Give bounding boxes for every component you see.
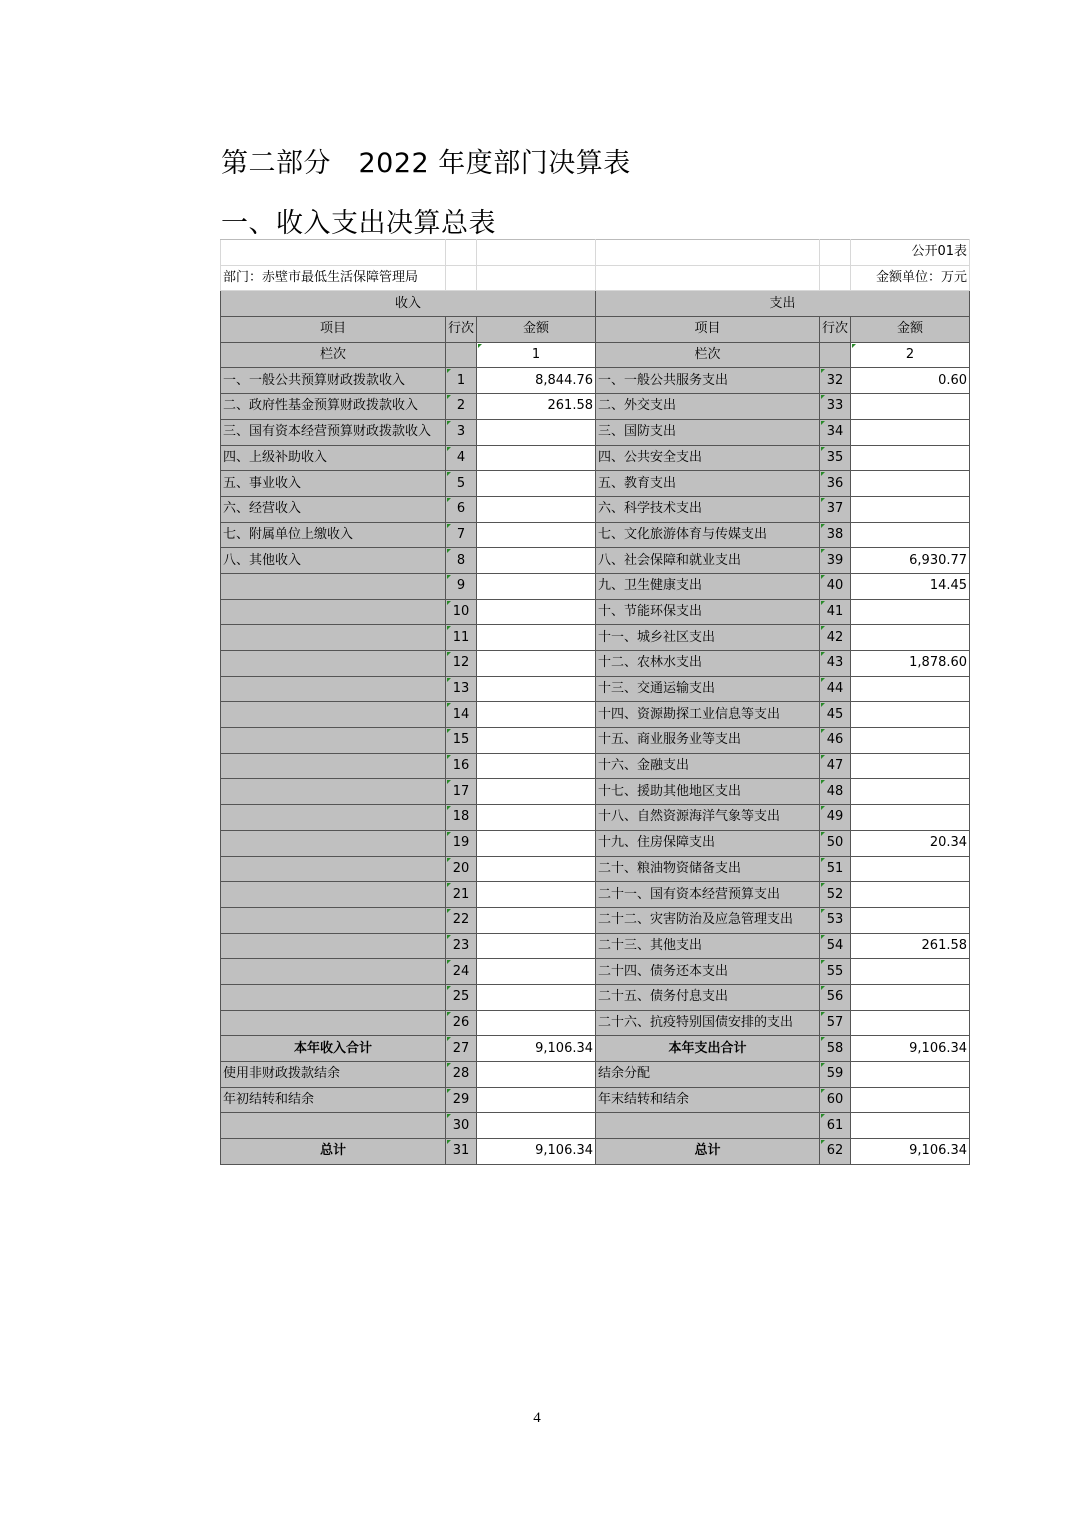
- expense-amount: [851, 959, 970, 985]
- income-line-number: 6: [446, 496, 477, 522]
- expense-amount: [851, 394, 970, 420]
- table-row: [221, 573, 970, 599]
- income-item: [221, 676, 446, 702]
- expense-item: 十、节能环保支出: [596, 599, 820, 625]
- income-line-number: 30: [446, 1113, 477, 1139]
- table-row: [221, 394, 970, 420]
- income-line-number: 8: [446, 548, 477, 574]
- expense-item: 十九、住房保障支出: [596, 830, 820, 856]
- income-line-number: 9: [446, 573, 477, 599]
- expense-line-number: 33: [820, 394, 851, 420]
- expense-item: 总计: [596, 1139, 820, 1165]
- expense-item: 八、社会保障和就业支出: [596, 548, 820, 574]
- expense-item: 本年支出合计: [596, 1036, 820, 1062]
- income-line-number: 24: [446, 959, 477, 985]
- expense-item: 二十三、其他支出: [596, 933, 820, 959]
- income-line-number: 3: [446, 419, 477, 445]
- income-amount: 261.58: [477, 394, 596, 420]
- expense-item: 十六、金融支出: [596, 753, 820, 779]
- expense-line-number: 53: [820, 907, 851, 933]
- part-heading: 第二部分 2022 年度部门决算表: [221, 148, 631, 179]
- expense-amount: 1,878.60: [851, 651, 970, 677]
- income-amount: [477, 445, 596, 471]
- table-code: 公开01表: [851, 240, 970, 266]
- income-line-number: 7: [446, 522, 477, 548]
- table-row: [221, 805, 970, 831]
- income-item: [221, 599, 446, 625]
- income-amount: 8,844.76: [477, 368, 596, 394]
- expense-item: 四、公共安全支出: [596, 445, 820, 471]
- income-line-number: 31: [446, 1139, 477, 1165]
- income-amount: [477, 496, 596, 522]
- expense-line-number: 38: [820, 522, 851, 548]
- expense-amount: 9,106.34: [851, 1036, 970, 1062]
- expense-item: 二十、粮油物资储备支出: [596, 856, 820, 882]
- income-item: 使用非财政拨款结余: [221, 1062, 446, 1088]
- income-amount: [477, 856, 596, 882]
- expense-line-number: 40: [820, 573, 851, 599]
- table-row: [221, 779, 970, 805]
- expense-amount: [851, 856, 970, 882]
- expense-line-number: 36: [820, 471, 851, 497]
- income-item: [221, 882, 446, 908]
- table-row: [221, 907, 970, 933]
- income-item: [221, 1113, 446, 1139]
- expense-amount: 14.45: [851, 573, 970, 599]
- income-line-number: 1: [446, 368, 477, 394]
- col-lancy: 栏次: [596, 342, 820, 368]
- income-amount: [477, 522, 596, 548]
- income-amount: [477, 676, 596, 702]
- table-row: [221, 856, 970, 882]
- income-amount: [477, 419, 596, 445]
- income-line-number: 29: [446, 1087, 477, 1113]
- expense-line-number: 47: [820, 753, 851, 779]
- expense-item: 十三、交通运输支出: [596, 676, 820, 702]
- income-amount: [477, 1062, 596, 1088]
- income-line-number: 27: [446, 1036, 477, 1062]
- income-amount: [477, 882, 596, 908]
- expense-line-number: 43: [820, 651, 851, 677]
- expense-item: 二十二、灾害防治及应急管理支出: [596, 907, 820, 933]
- expense-item: 十一、城乡社区支出: [596, 625, 820, 651]
- expense-line-number: 58: [820, 1036, 851, 1062]
- table-row: [221, 445, 970, 471]
- income-line-number: 19: [446, 830, 477, 856]
- income-amount: [477, 805, 596, 831]
- expense-line-number: 56: [820, 984, 851, 1010]
- income-amount: [477, 959, 596, 985]
- col-lancy: 栏次: [221, 342, 446, 368]
- income-item: [221, 933, 446, 959]
- income-item: 一、一般公共预算财政拨款收入: [221, 368, 446, 394]
- income-item: 二、政府性基金预算财政拨款收入: [221, 394, 446, 420]
- income-line-number: 14: [446, 702, 477, 728]
- income-amount: [477, 728, 596, 754]
- income-item: [221, 779, 446, 805]
- expense-line-number: 44: [820, 676, 851, 702]
- income-item: [221, 1010, 446, 1036]
- income-item: [221, 805, 446, 831]
- income-amount: [477, 573, 596, 599]
- income-item: [221, 856, 446, 882]
- expense-line-number: 37: [820, 496, 851, 522]
- income-amount: [477, 933, 596, 959]
- expense-line-number: 41: [820, 599, 851, 625]
- table-row: [221, 1062, 970, 1088]
- income-item: 五、事业收入: [221, 471, 446, 497]
- page-number: 4: [533, 1410, 541, 1426]
- expense-item: 六、科学技术支出: [596, 496, 820, 522]
- income-amount: [477, 1010, 596, 1036]
- expense-item: 三、国防支出: [596, 419, 820, 445]
- expense-amount: [851, 625, 970, 651]
- expense-amount: [851, 882, 970, 908]
- income-item: [221, 753, 446, 779]
- table-row: [221, 1139, 970, 1165]
- expense-item: 十二、农林水支出: [596, 651, 820, 677]
- table-row: [221, 1113, 970, 1139]
- col-line: 行次: [820, 317, 851, 343]
- section-heading: 一、收入支出决算总表: [221, 208, 496, 239]
- income-line-number: 18: [446, 805, 477, 831]
- income-item: 本年收入合计: [221, 1036, 446, 1062]
- expense-amount: 261.58: [851, 933, 970, 959]
- expense-item: 二十五、债务付息支出: [596, 984, 820, 1010]
- expense-line-number: 49: [820, 805, 851, 831]
- expense-item: 二、外交支出: [596, 394, 820, 420]
- income-item: [221, 830, 446, 856]
- income-line-number: 15: [446, 728, 477, 754]
- expense-item: 一、一般公共服务支出: [596, 368, 820, 394]
- income-item: [221, 625, 446, 651]
- expense-line-number: 60: [820, 1087, 851, 1113]
- income-amount: [477, 907, 596, 933]
- income-amount: [477, 625, 596, 651]
- expense-amount: [851, 445, 970, 471]
- expense-line-number: 54: [820, 933, 851, 959]
- income-line-number: 11: [446, 625, 477, 651]
- income-line-number: 13: [446, 676, 477, 702]
- expense-line-number: 61: [820, 1113, 851, 1139]
- table-row: [221, 933, 970, 959]
- expense-amount: [851, 1087, 970, 1113]
- income-amount: [477, 984, 596, 1010]
- column-index-row: [221, 342, 970, 368]
- table-row: [221, 676, 970, 702]
- expense-item: 十四、资源勘探工业信息等支出: [596, 702, 820, 728]
- expense-item: 九、卫生健康支出: [596, 573, 820, 599]
- income-item: [221, 702, 446, 728]
- department-label: 部门：赤壁市最低生活保障管理局: [221, 265, 446, 291]
- table-row: [221, 959, 970, 985]
- table-row: [221, 599, 970, 625]
- expense-amount: [851, 779, 970, 805]
- expense-amount: [851, 599, 970, 625]
- expense-item: 结余分配: [596, 1062, 820, 1088]
- expense-line-number: 35: [820, 445, 851, 471]
- income-amount: [477, 599, 596, 625]
- expense-amount: [851, 496, 970, 522]
- income-item: 四、上级补助收入: [221, 445, 446, 471]
- income-item: [221, 728, 446, 754]
- expense-amount: 9,106.34: [851, 1139, 970, 1165]
- income-amount: [477, 1087, 596, 1113]
- expense-line-number: 34: [820, 419, 851, 445]
- expense-line-number: 55: [820, 959, 851, 985]
- table-row: [221, 882, 970, 908]
- income-amount: [477, 651, 596, 677]
- expense-item: 年末结转和结余: [596, 1087, 820, 1113]
- expense-line-number: 39: [820, 548, 851, 574]
- expense-line-number: 62: [820, 1139, 851, 1165]
- expense-amount: 20.34: [851, 830, 970, 856]
- income-line-number: 12: [446, 651, 477, 677]
- table-row: [221, 1010, 970, 1036]
- income-line-number: 5: [446, 471, 477, 497]
- expense-line-number: 48: [820, 779, 851, 805]
- expense-item: 十五、商业服务业等支出: [596, 728, 820, 754]
- expense-item: 二十四、债务还本支出: [596, 959, 820, 985]
- expense-line-number: 52: [820, 882, 851, 908]
- expense-item: 五、教育支出: [596, 471, 820, 497]
- expense-item: 七、文化旅游体育与传媒支出: [596, 522, 820, 548]
- col-amount: 金额: [851, 317, 970, 343]
- expense-amount: [851, 753, 970, 779]
- table-row: [221, 753, 970, 779]
- expense-line-number: 42: [820, 625, 851, 651]
- income-item: 总计: [221, 1139, 446, 1165]
- expense-amount: [851, 702, 970, 728]
- income-line-number: 4: [446, 445, 477, 471]
- expense-line-number: 57: [820, 1010, 851, 1036]
- table-row: [221, 984, 970, 1010]
- expense-header: 支出: [596, 291, 970, 317]
- column-header-row: [221, 317, 970, 343]
- expense-line-number: 50: [820, 830, 851, 856]
- expense-line-number: 46: [820, 728, 851, 754]
- income-item: [221, 959, 446, 985]
- income-item: 年初结转和结余: [221, 1087, 446, 1113]
- expense-line-number: 32: [820, 368, 851, 394]
- expense-item: 二十六、抗疫特别国债安排的支出: [596, 1010, 820, 1036]
- expense-amount: [851, 1113, 970, 1139]
- table-row: [221, 496, 970, 522]
- income-item: [221, 907, 446, 933]
- income-amount: [477, 1113, 596, 1139]
- col-item: 项目: [221, 317, 446, 343]
- expense-item: 十八、自然资源海洋气象等支出: [596, 805, 820, 831]
- expense-amount: [851, 419, 970, 445]
- table-row: [221, 368, 970, 394]
- income-expense-table: [220, 239, 970, 1165]
- expense-amount: [851, 471, 970, 497]
- table-row: [221, 830, 970, 856]
- income-line-number: 10: [446, 599, 477, 625]
- income-item: [221, 573, 446, 599]
- income-line-number: 2: [446, 394, 477, 420]
- table-row: [221, 625, 970, 651]
- income-line-number: 26: [446, 1010, 477, 1036]
- table-row: [221, 1036, 970, 1062]
- income-line-number: 25: [446, 984, 477, 1010]
- table-meta-row: [221, 265, 970, 291]
- income-item: [221, 984, 446, 1010]
- unit-label: 金额单位：万元: [851, 265, 970, 291]
- income-amount: 9,106.34: [477, 1139, 596, 1165]
- income-line-number: 17: [446, 779, 477, 805]
- expense-item: 二十一、国有资本经营预算支出: [596, 882, 820, 908]
- expense-amount: [851, 1010, 970, 1036]
- table-row: [221, 1087, 970, 1113]
- expense-item: [596, 1113, 820, 1139]
- expense-amount: [851, 728, 970, 754]
- income-amount: [477, 830, 596, 856]
- table-row: [221, 728, 970, 754]
- income-line-number: 21: [446, 882, 477, 908]
- income-line-number: 23: [446, 933, 477, 959]
- section-header-row: [221, 291, 970, 317]
- expense-amount: [851, 805, 970, 831]
- income-item: [221, 651, 446, 677]
- expense-line-number: 51: [820, 856, 851, 882]
- table-row: [221, 651, 970, 677]
- expense-item: 十七、援助其他地区支出: [596, 779, 820, 805]
- income-amount: [477, 548, 596, 574]
- col-amount: 金额: [477, 317, 596, 343]
- expense-line-number: 45: [820, 702, 851, 728]
- table-row: [221, 419, 970, 445]
- expense-amount: [851, 522, 970, 548]
- income-amount: [477, 753, 596, 779]
- expense-line-number: 59: [820, 1062, 851, 1088]
- income-item: 六、经营收入: [221, 496, 446, 522]
- income-item: 八、其他收入: [221, 548, 446, 574]
- expense-amount: [851, 676, 970, 702]
- expense-amount: 6,930.77: [851, 548, 970, 574]
- expense-amount: [851, 984, 970, 1010]
- income-amount: [477, 702, 596, 728]
- income-amount: [477, 471, 596, 497]
- income-item: 七、附属单位上缴收入: [221, 522, 446, 548]
- income-line-number: 16: [446, 753, 477, 779]
- col-item: 项目: [596, 317, 820, 343]
- col-line: 行次: [446, 317, 477, 343]
- table-row: [221, 548, 970, 574]
- income-amount: [477, 779, 596, 805]
- table-meta-row: [221, 240, 970, 266]
- expense-amount: [851, 907, 970, 933]
- income-item: 三、国有资本经营预算财政拨款收入: [221, 419, 446, 445]
- income-line-number: 20: [446, 856, 477, 882]
- table-row: [221, 471, 970, 497]
- table-row: [221, 522, 970, 548]
- income-amount: 9,106.34: [477, 1036, 596, 1062]
- col-number: 1: [477, 342, 596, 368]
- expense-amount: 0.60: [851, 368, 970, 394]
- expense-amount: [851, 1062, 970, 1088]
- income-line-number: 28: [446, 1062, 477, 1088]
- col-number: 2: [851, 342, 970, 368]
- table-row: [221, 702, 970, 728]
- income-header: 收入: [221, 291, 596, 317]
- income-line-number: 22: [446, 907, 477, 933]
